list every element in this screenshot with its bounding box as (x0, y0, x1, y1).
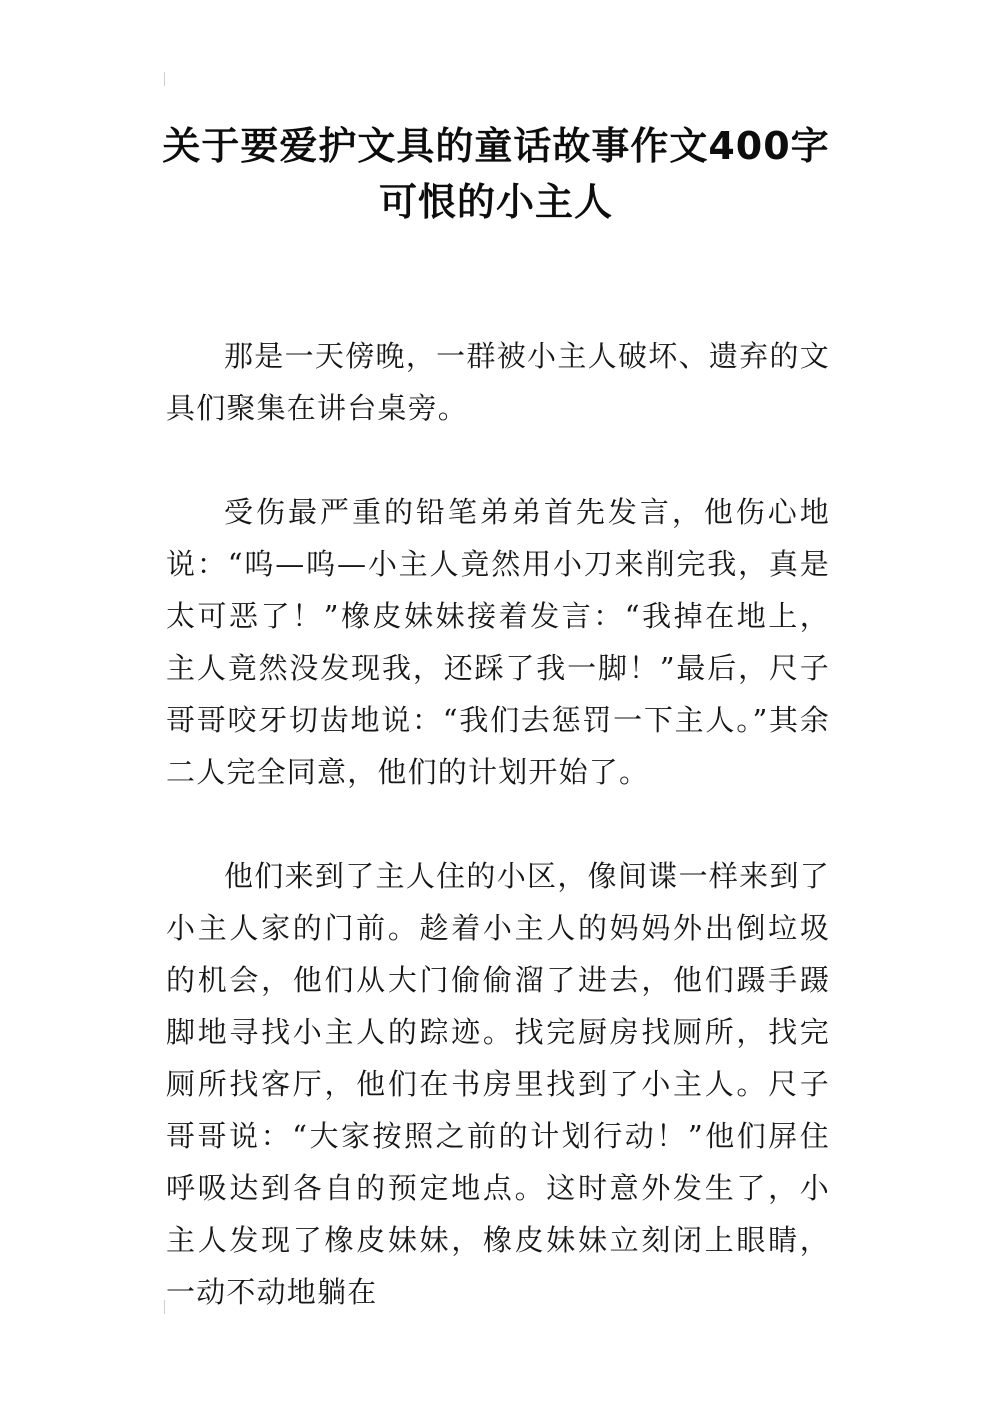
document-body (166, 330, 830, 1370)
paragraph: 那是一天傍晚，一群被小主人破坏、遗弃的文具们聚集在讲台桌旁。 (166, 339, 830, 425)
paragraph: 他们来到了主人住的小区，像间谍一样来到了小主人家的门前。趁着小主人的妈妈外出倒垃圾的机会，他们从大门偷偷溜了进去，他们蹑手蹑脚地寻找小主人的踪迹。找完厨房找厕所，找完厕所找客厅，他们在书房里找到了小主人。尺子哥哥说：“大家按照之前的计划行动！”他们屏住呼吸达到各自的预定地点。这时意外发生了，小主人发现了橡皮妹妹，橡皮妹妹立刻闭上眼睛，一动不动地躺在 (166, 859, 830, 1309)
paragraph: 受伤最严重的铅笔弟弟首先发言，他伤心地说：“呜—呜—小主人竟然用小刀来削完我，真是太可恶了！”橡皮妹妹接着发言：“我掉在地上，主人竟然没发现我，还踩了我一脚！”最后，尺子哥哥咬牙切齿地说：“我们去惩罚一下主人。”其余二人完全同意，他们的计划开始了。 (166, 495, 830, 789)
document-title: 关于要爱护文具的童话故事作文400字 可恨的小主人 (162, 124, 830, 224)
page-corner-mark (164, 72, 165, 86)
page-corner-mark (164, 1300, 165, 1314)
